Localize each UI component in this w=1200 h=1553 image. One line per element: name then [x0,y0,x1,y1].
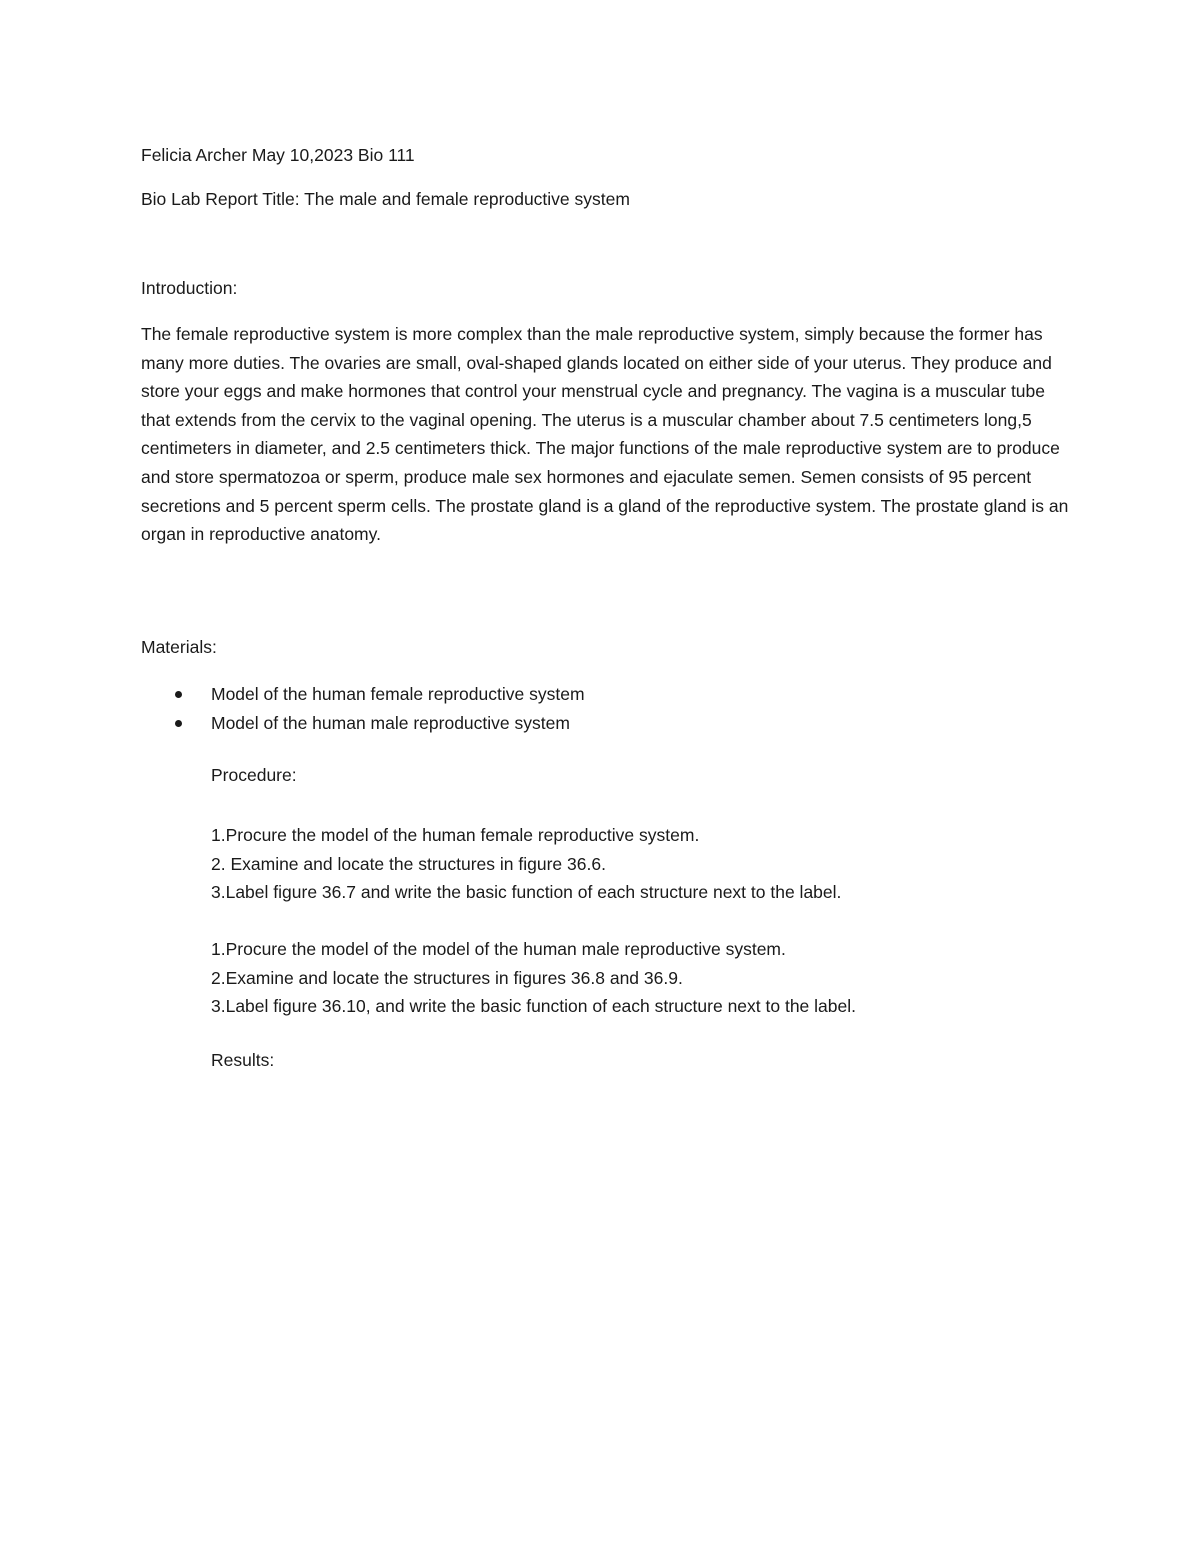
materials-item-label: Model of the human male reproductive system [211,712,570,733]
procedure-step: 1.Procure the model of the model of the human male reproductive system. [211,939,786,959]
procedure-step: 2.Examine and locate the structures in figures 36.8 and 36.9. [211,967,683,988]
procedure-step: 2. Examine and locate the structures in figure 36.6. [211,853,606,874]
female-procedure-steps [211,821,841,907]
list-item [141,680,585,709]
introduction-paragraph: The female reproductive system is more complex than the male reproductive system, simply because the former has many more duties. The ovaries are small, oval-shaped glands located on either side of your uterus. They produce and store your eggs and make hormones that control your menstrual cycle and pregnancy. The vagina is a muscular tube that extends from the cervix to the vaginal opening. The uterus is a muscular chamber about 7.5 centimeters long,5 centimeters in diameter, and 2.5 centimeters thick. The major functions of the male reproductive system are to produce and store spermatozoa or sperm, produce male sex hormones and ejaculate semen. Semen consists of 95 percent secretions and 5 percent sperm cells. The prostate gland is a gland of the reproductive system. The prostate gland is an organ in reproductive anatomy. [141,324,1069,545]
list-item [141,709,585,738]
procedure-step: 3.Label figure 36.10, and write the basic function of each structure next to the label. [211,996,856,1017]
materials-heading: Materials: [141,637,217,657]
procedure-heading: Procedure: [211,765,297,785]
results-heading: Results: [211,1050,275,1070]
bullet-icon [175,720,182,727]
introduction-heading: Introduction: [141,278,238,298]
procedure-step: 1.Procure the model of the human female reproductive system. [211,825,700,845]
male-procedure-steps [211,935,856,1021]
materials-item-label: Model of the human female reproductive system [211,684,585,704]
author-date-course-line: Felicia Archer May 10,2023 Bio 111 [141,145,415,165]
report-title: Bio Lab Report Title: The male and female reproductive system [141,189,630,209]
procedure-step: 3.Label figure 36.7 and write the basic function of each structure next to the label. [211,882,842,903]
bullet-icon [175,691,182,698]
materials-list [141,680,585,737]
